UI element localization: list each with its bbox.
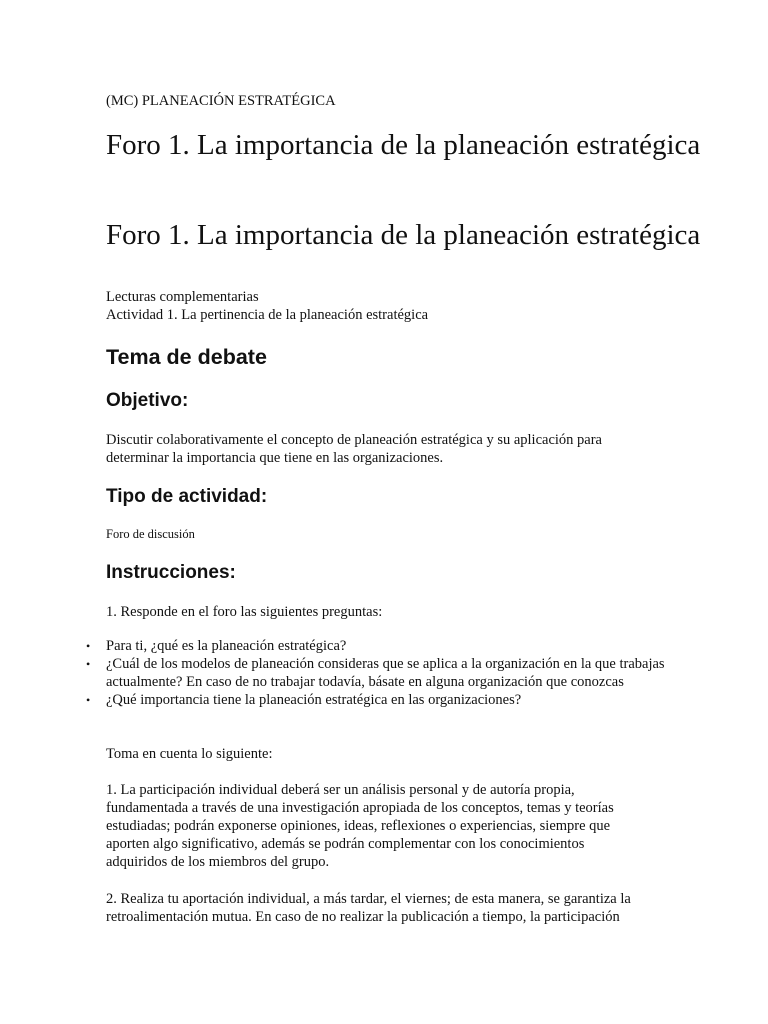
activity-label: Actividad 1. La pertinencia de la planeación estratégica (106, 307, 429, 323)
question-text: ¿Cuál de los modelos de planeación consideras que se aplica a la organización en la que trabajas actualmente? En caso de no trabajar todavía, básate en alguna organización que conozcas (106, 656, 665, 690)
bullet-icon: • (86, 693, 91, 707)
activity-type-text: Foro de discusión (106, 527, 195, 541)
question-text: Para ti, ¿qué es la planeación estratégica? (106, 638, 347, 654)
activity-type-heading: Tipo de actividad: (106, 486, 268, 507)
forum-title-repeat: Foro 1. La importancia de la planeación estratégica (106, 219, 701, 251)
list-item (86, 637, 666, 655)
consideration-point-2: 2. Realiza tu aportación individual, a más tardar, el viernes; de esta manera, se garantiza la retroalimentación mutua. En caso de no realizar la publicación a tiempo, la participación (106, 891, 631, 925)
objective-heading: Objetivo: (106, 390, 189, 411)
consideration-point-1: 1. La participación individual deberá ser un análisis personal y de autoría propia, fundamentada a través de una investigación apropiada de los conceptos, temas y teorías estudiadas; podrán exponerse opiniones, ideas, reflexiones o experiencias, siempre que aporten algo significativo, además se podrán complementar con los conocimientos adquiridos de los miembros del grupo. (106, 782, 614, 870)
consider-following-text: Toma en cuenta lo siguiente: (106, 746, 273, 762)
bullet-icon: • (86, 639, 91, 653)
bullet-icon: • (86, 657, 91, 671)
debate-topic-heading: Tema de debate (106, 345, 267, 369)
course-name: (MC) PLANEACIÓN ESTRATÉGICA (106, 93, 336, 109)
question-text: ¿Qué importancia tiene la planeación estratégica en las organizaciones? (106, 692, 522, 708)
list-item (86, 655, 666, 691)
question-list (86, 637, 666, 709)
list-item (86, 691, 666, 709)
forum-title: Foro 1. La importancia de la planeación estratégica (106, 129, 701, 161)
instruction-step-1: 1. Responde en el foro las siguientes preguntas: (106, 604, 383, 620)
complementary-readings-label: Lecturas complementarias (106, 289, 259, 305)
instructions-heading: Instrucciones: (106, 562, 236, 583)
objective-text: Discutir colaborativamente el concepto de planeación estratégica y su aplicación para determinar la importancia que tiene en las organizaciones. (106, 432, 602, 466)
